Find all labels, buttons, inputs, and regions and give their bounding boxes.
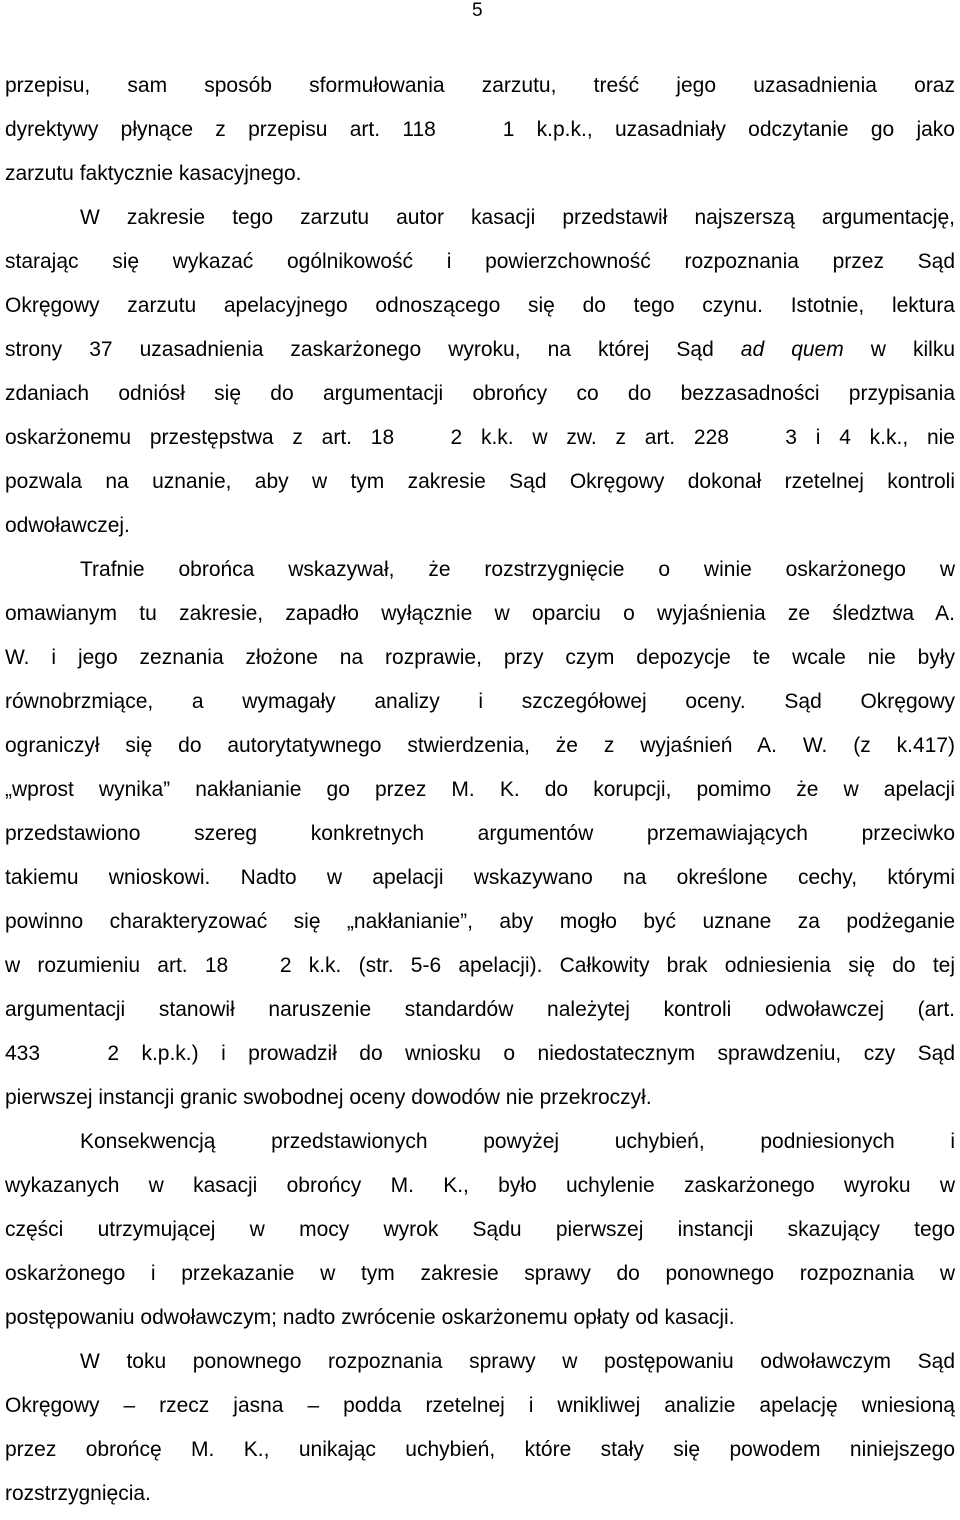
text-line: Okręgowy zarzutu apelacyjnego odnoszącego się do tego czynu. Istotnie, lektura	[5, 294, 955, 317]
text-line: Trafnie obrońca wskazywał, że rozstrzygnięcie o winie oskarżonego w	[80, 558, 955, 581]
text-line: oskarżonemu przestępstwa z art. 18 2 k.k. w zw. z art. 228 3 i 4 k.k., nie	[5, 426, 955, 449]
text-line: rozstrzygnięcia.	[5, 1482, 151, 1505]
text-line: wykazanych w kasacji obrońcy M. K., było uchylenie zaskarżonego wyroku w	[5, 1174, 955, 1197]
text-line: 433 2 k.p.k.) i prowadził do wniosku o niedostatecznym sprawdzeniu, czy Sąd	[5, 1042, 955, 1065]
text-segment: strony 37 uzasadnienia zaskarżonego wyroku, na której Sąd	[5, 338, 714, 361]
text-line: przepisu, sam sposób sformułowania zarzutu, treść jego uzasadnienia oraz	[5, 74, 955, 97]
text-line: części utrzymującej w mocy wyrok Sądu pierwszej instancji skazujący tego	[5, 1218, 955, 1241]
text-line: pozwala na uznanie, aby w tym zakresie Sąd Okręgowy dokonał rzetelnej kontroli	[5, 470, 955, 493]
text-line: zdaniach odniósł się do argumentacji obrońcy co do bezzasadności przypisania	[5, 382, 955, 405]
text-line: równobrzmiące, a wymagały analizy i szczegółowej oceny. Sąd Okręgowy	[5, 690, 955, 713]
text-line: przedstawiono szereg konkretnych argumentów przemawiających przeciwko	[5, 822, 955, 845]
text-line: argumentacji stanowił naruszenie standardów należytej kontroli odwoławczej (art.	[5, 998, 955, 1021]
text-segment: w kilku	[870, 338, 955, 361]
text-line: takiemu wnioskowi. Nadto w apelacji wskazywano na określone cechy, którymi	[5, 866, 955, 889]
text-line: w rozumieniu art. 18 2 k.k. (str. 5-6 apelacji). Całkowity brak odniesienia się do tej	[5, 954, 955, 977]
text-line-with-italic	[5, 336, 955, 364]
text-line: W zakresie tego zarzutu autor kasacji przedstawił najszerszą argumentację,	[80, 206, 955, 229]
text-line: W. i jego zeznania złożone na rozprawie, przy czym depozycje te wcale nie były	[5, 646, 955, 669]
text-line: odwoławczej.	[5, 514, 130, 537]
text-line: „wprost wynika” nakłanianie go przez M. K. do korupcji, pomimo że w apelacji	[5, 778, 955, 801]
text-line: Konsekwencją przedstawionych powyżej uchybień, podniesionych i	[80, 1130, 955, 1153]
text-line: ograniczył się do autorytatywnego stwierdzenia, że z wyjaśnień A. W. (z k.417)	[5, 734, 955, 757]
text-line: Okręgowy – rzecz jasna – podda rzetelnej i wnikliwej analizie apelację wniesioną	[5, 1394, 955, 1417]
text-line: omawianym tu zakresie, zapadło wyłącznie w oparciu o wyjaśnienia ze śledztwa A.	[5, 602, 955, 625]
italic-phrase: ad quem	[740, 338, 844, 361]
text-line: starając się wykazać ogólnikowość i powierzchowność rozpoznania przez Sąd	[5, 250, 955, 273]
text-line: przez obrońcę M. K., unikając uchybień, które stały się powodem niniejszego	[5, 1438, 955, 1461]
text-line: postępowaniu odwoławczym; nadto zwrócenie oskarżonemu opłaty od kasacji.	[5, 1306, 735, 1329]
text-line: pierwszej instancji granic swobodnej oceny dowodów nie przekroczył.	[5, 1086, 652, 1109]
text-line: dyrektywy płynące z przepisu art. 118 1 k.p.k., uzasadniały odczytanie go jako	[5, 118, 955, 141]
text-line: powinno charakteryzować się „nakłanianie”, aby mogło być uznane za podżeganie	[5, 910, 955, 933]
page-number: 5	[472, 0, 483, 21]
text-line: oskarżonego i przekazanie w tym zakresie sprawy do ponownego rozpoznania w	[5, 1262, 955, 1285]
text-line: W toku ponownego rozpoznania sprawy w postępowaniu odwoławczym Sąd	[80, 1350, 955, 1373]
text-line: zarzutu faktycznie kasacyjnego.	[5, 162, 302, 185]
